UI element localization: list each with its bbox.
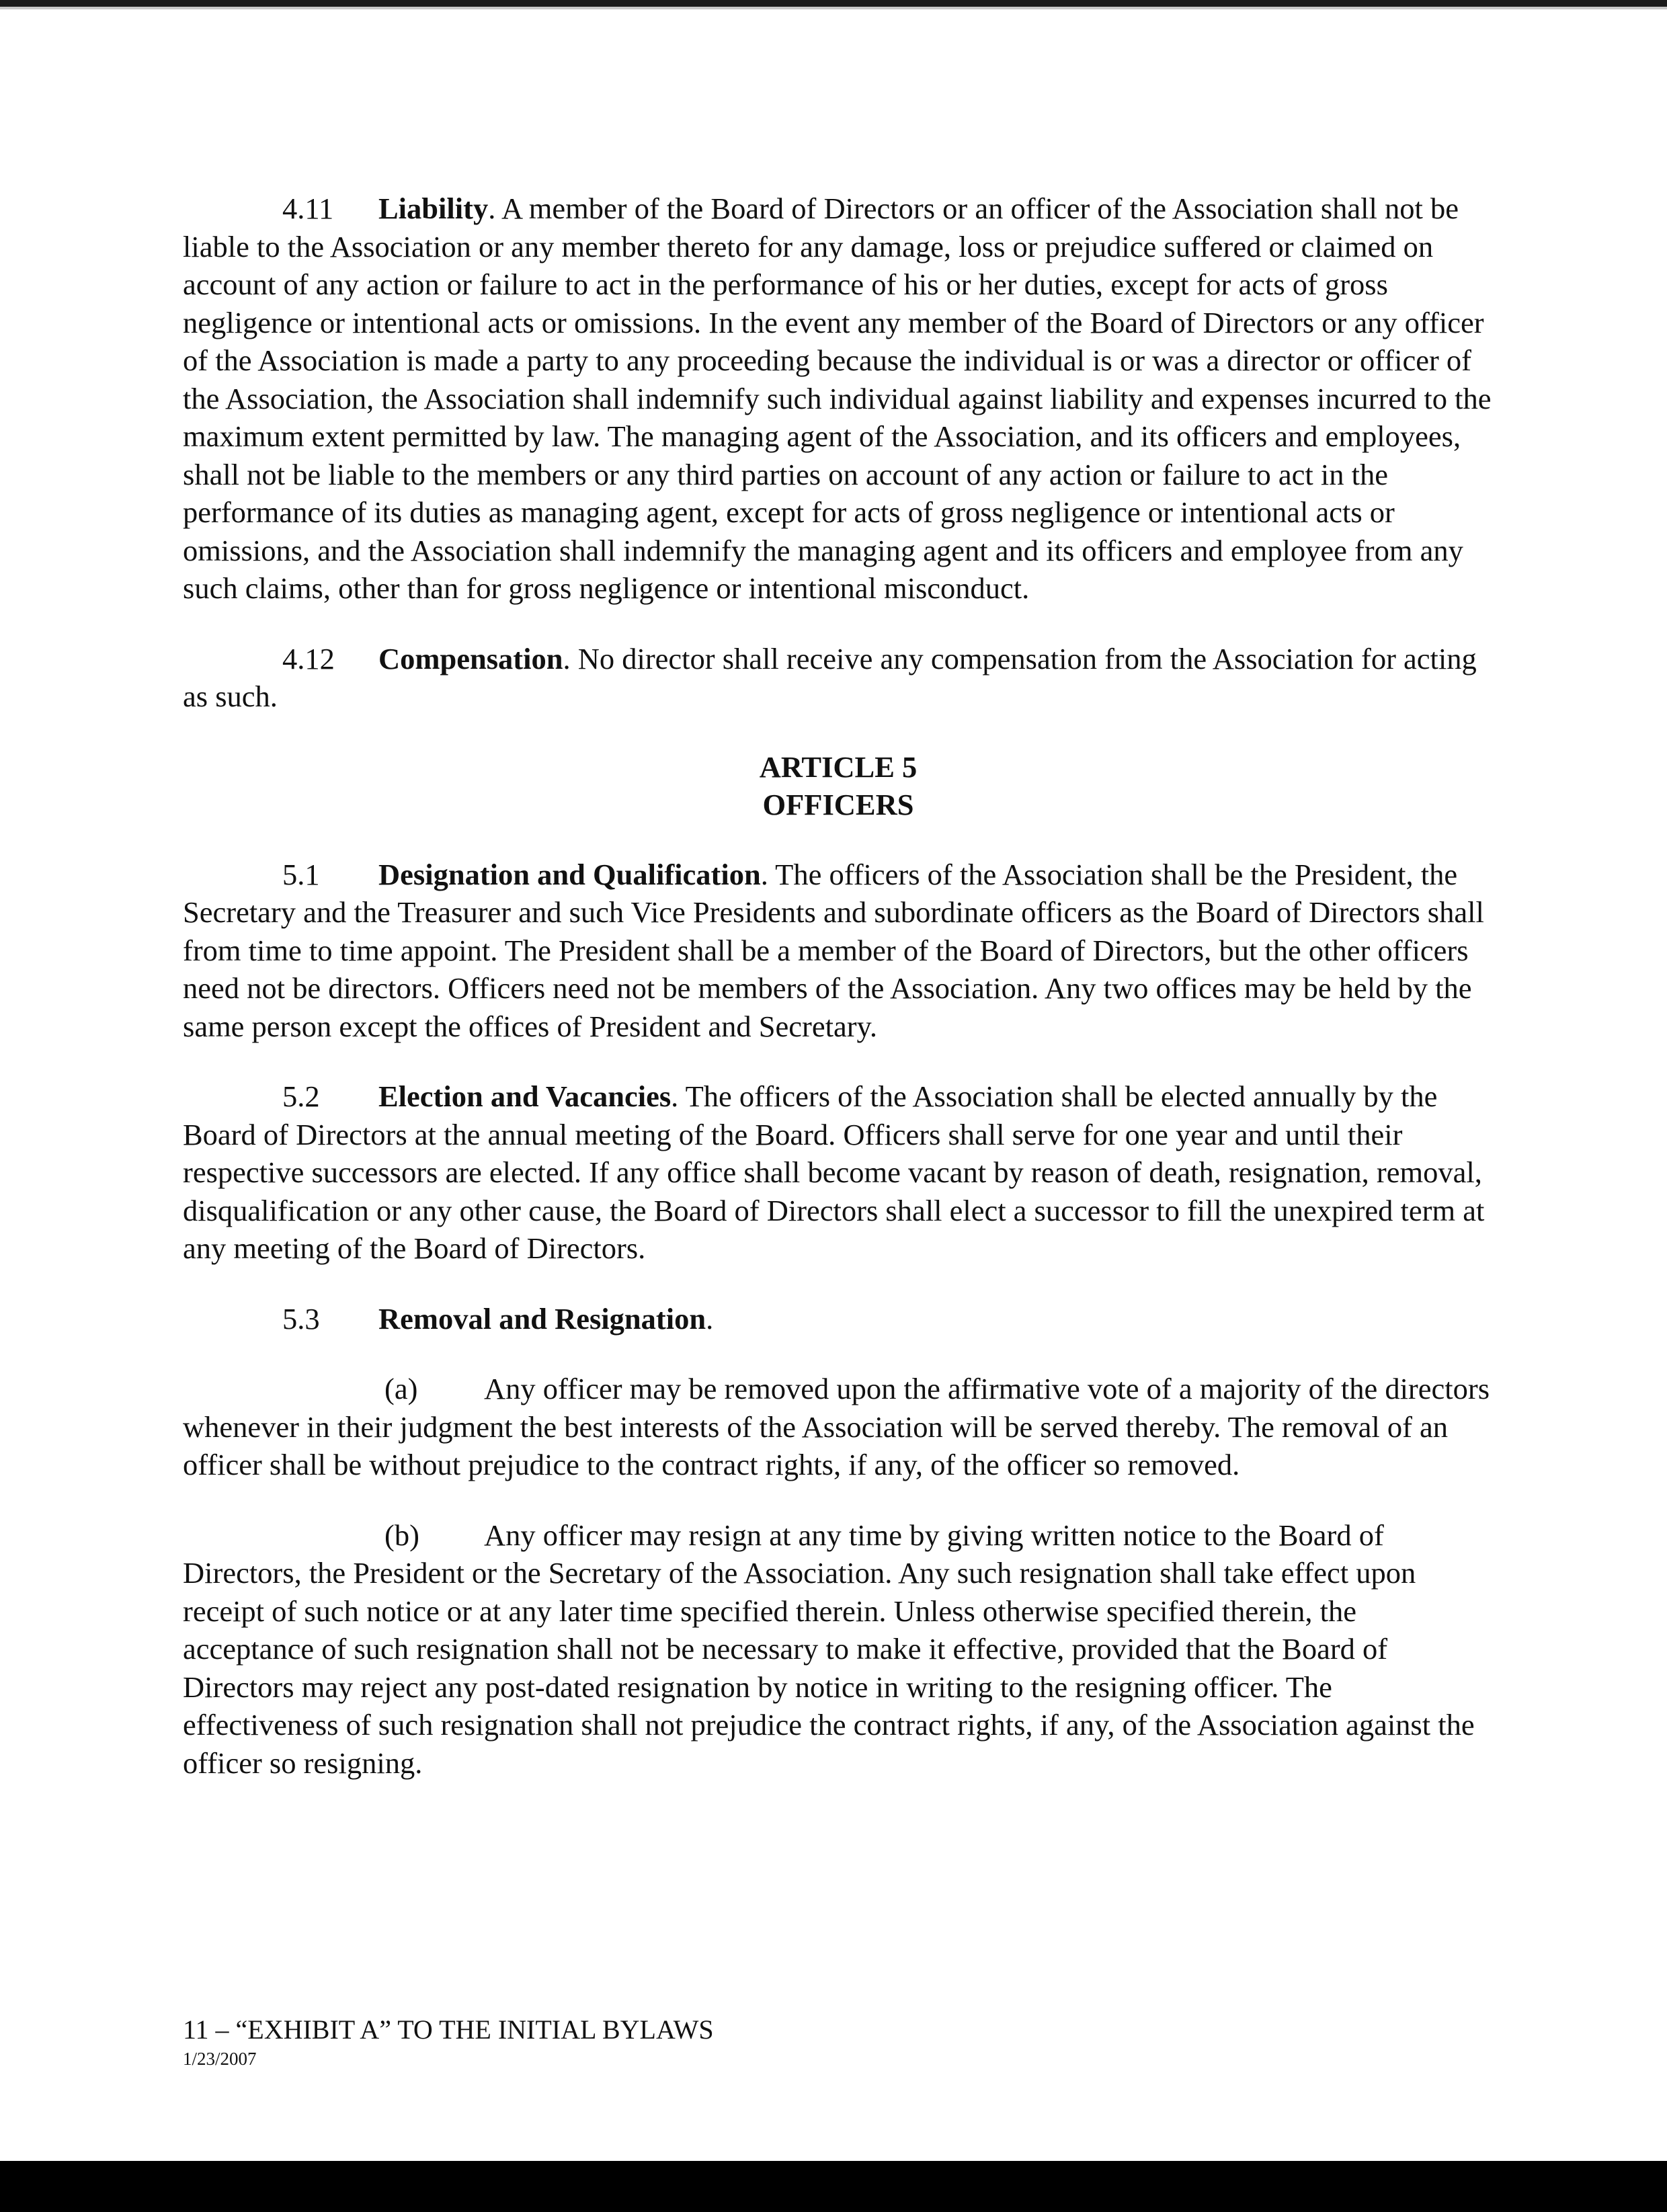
section-5-3 <box>183 1300 1494 1338</box>
subsection-label: (b) <box>384 1518 419 1552</box>
section-4-11 <box>183 190 1494 608</box>
section-text: . A member of the Board of Directors or an officer of the Association shall not be liable to the Association or any member thereto for any damage, loss or prejudice suffered or claimed on account of any action or failure to act in the performance of his or her duties, except for acts of gross negligence or intentional acts or omissions. In the event any member of the Board of Directors or any officer of the Association is made a party to any proceeding because the individual is or was a director or officer of the Association, the Association shall indemnify such individual against liability and expenses incurred to the maximum extent permitted by law. The managing agent of the Association, and its officers and employees, shall not be liable to the members or any third parties on account of any action or failure to act in the performance of its duties as managing agent, except for acts of gross negligence or intentional acts or omissions, and the Association shall indemnify the managing agent and its officers and employee from any such claims, other than for gross negligence or intentional misconduct. <box>183 192 1492 605</box>
section-text: . The officers of the Association shall be the President, the Secretary and the Treasurer and such Vice Presidents and subordinate officers as the Board of Directors shall from time to time appoint. The President shall be a member of the Board of Directors, but the other officers need not be directors. Officers need not be members of the Association. Any two offices may be held by the same person except the offices of President and Secretary. <box>183 857 1484 1043</box>
section-5-2 <box>183 1077 1494 1268</box>
subsection-5-3-b <box>183 1516 1494 1783</box>
section-heading: Election and Vacancies <box>378 1079 672 1113</box>
subsection-text: Any officer may resign at any time by giving written notice to the Board of Directors, the President or the Secretary of the Association. Any such resignation shall take effect upon receipt of such notice or at any later time specified therein. Unless otherwise specified therein, the acceptance of such resignation shall not be necessary to make it effective, provided that the Board of Directors may reject any post-dated resignation by notice in writing to the resigning officer. The effectiveness of such resignation shall not prejudice the contract rights, if any, of the Association against the officer so resigning. <box>183 1518 1475 1780</box>
section-number: 4.11 <box>282 192 334 225</box>
subsection-label: (a) <box>384 1372 418 1405</box>
section-heading: Designation and Qualification <box>378 857 761 891</box>
section-heading: Liability <box>378 192 489 225</box>
page-footer <box>183 2013 714 2071</box>
footer-date: 1/23/2007 <box>183 2049 257 2069</box>
section-heading: Compensation <box>378 641 563 675</box>
article-title: OFFICERS <box>762 787 914 821</box>
section-4-12 <box>183 640 1494 716</box>
article-number: ARTICLE 5 <box>759 749 918 784</box>
section-number: 4.12 <box>282 641 335 675</box>
section-heading: Removal and Resignation <box>378 1301 706 1336</box>
section-text: . No director shall receive any compensation from the Association for acting as such. <box>183 641 1477 713</box>
section-5-1 <box>183 856 1494 1046</box>
document-body <box>183 190 1494 1814</box>
section-text: . <box>706 1301 714 1336</box>
section-number: 5.1 <box>282 857 320 891</box>
scan-top-edge-shadow <box>0 7 1667 9</box>
section-number: 5.3 <box>282 1301 320 1336</box>
subsection-text: Any officer may be removed upon the affirmative vote of a majority of the directors whenever in their judgment the best interests of the Association will be served thereby. The removal of an officer shall be without prejudice to the contract rights, if any, of the officer so removed. <box>183 1372 1490 1481</box>
footer-page-label: 11 – “EXHIBIT A” TO THE INITIAL BYLAWS <box>183 2014 714 2045</box>
scan-top-edge <box>0 0 1667 7</box>
section-text: . The officers of the Association shall be elected annually by the Board of Directors at the annual meeting of the Board. Officers shall serve for one year and until their respective successors are elected. If any office shall become vacant by reason of death, resignation, removal, disqualification or any other cause, the Board of Directors shall elect a successor to fill the unexpired term at any meeting of the Board of Directors. <box>183 1079 1485 1265</box>
subsection-5-3-a <box>183 1370 1494 1484</box>
section-number: 5.2 <box>282 1079 320 1113</box>
scan-bottom-edge <box>0 2161 1667 2212</box>
article-heading <box>183 748 1494 823</box>
